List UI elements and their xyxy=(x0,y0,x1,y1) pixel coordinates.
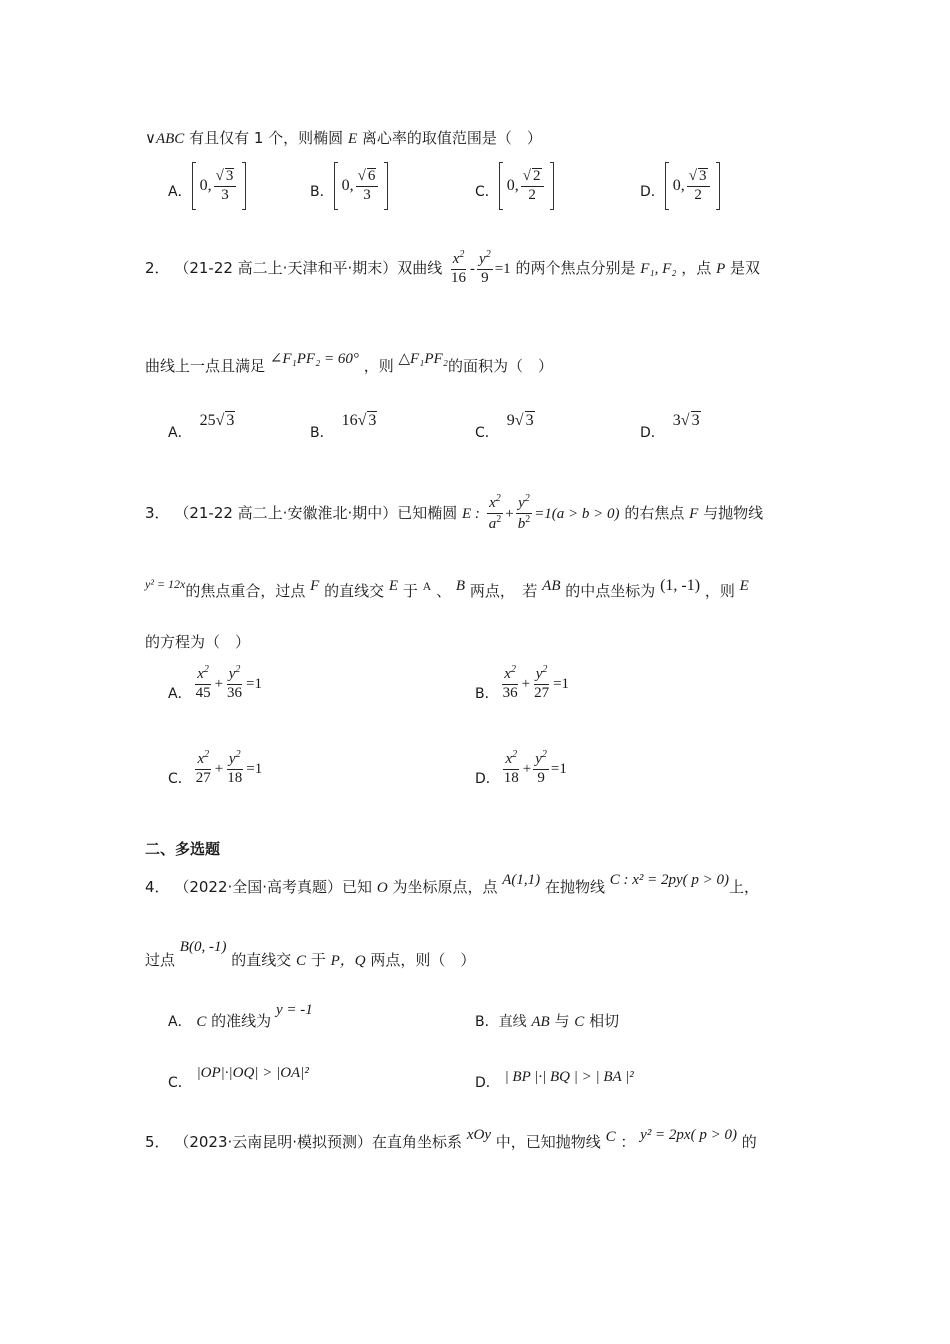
plus: + xyxy=(214,675,224,692)
q1-ellipse-var: E xyxy=(347,131,358,147)
q2-foci: F₁, F₂ xyxy=(640,260,677,277)
option-label: D． xyxy=(475,770,500,787)
q3-ab: AB xyxy=(542,578,561,594)
option-label: D． xyxy=(640,184,665,200)
q2-frac-y: $\frac{y^2}{9}$ xyxy=(479,249,491,286)
q5-xoy: xOy xyxy=(466,1127,491,1143)
interval-zero: 0, xyxy=(199,177,212,194)
q4-option-c[interactable] xyxy=(168,1062,309,1091)
plus: + xyxy=(522,760,532,777)
q3-option-a[interactable] xyxy=(168,665,262,702)
q5-number: 5． xyxy=(145,1133,170,1151)
option-label: C． xyxy=(475,425,499,441)
q4-b-text: 与 xyxy=(554,1012,570,1030)
frac-y: $\frac{y^2}{27}$ xyxy=(534,664,550,701)
q4-b-text2: 相切 xyxy=(589,1012,620,1030)
interval-zero: 0, xyxy=(506,177,519,194)
q3-line2-f: ，则 xyxy=(704,582,735,600)
interval xyxy=(499,162,554,210)
q4-line2-b: 的直线交 xyxy=(231,951,292,969)
q1-text: 有且仅有 1 个，则椭圆 xyxy=(189,129,344,147)
q1-triangle: ∨ABC xyxy=(145,131,185,147)
q3-text2: 与抛物线 xyxy=(703,503,764,522)
q2-number: 2． xyxy=(145,258,170,277)
q5-line1 xyxy=(145,1127,757,1152)
q5-eq: y² = 2px( p > 0) xyxy=(640,1127,737,1143)
q5-c: C xyxy=(605,1129,616,1145)
q1-option-d[interactable] xyxy=(640,162,720,215)
q2-frac-x: $\frac{x^2}{16}$ xyxy=(451,249,467,286)
q4-b-c: C xyxy=(574,1014,585,1030)
q4-c-eq: |OP|·|OQ| > |OA|² xyxy=(196,1065,309,1081)
q2-line1 xyxy=(145,250,760,287)
q3-plus: + xyxy=(505,505,514,522)
q2-option-b[interactable] xyxy=(310,410,377,441)
option-value: 3√ 3 xyxy=(672,412,700,429)
q3-line2-b: 的直线交 xyxy=(324,582,385,600)
q4-d-label: D． xyxy=(475,1075,500,1091)
option-value: 25√ 3 xyxy=(199,412,235,429)
option-label: C． xyxy=(168,770,192,787)
interval xyxy=(334,162,389,210)
interval-zero: 0, xyxy=(341,177,354,194)
q4-number: 4． xyxy=(145,878,170,896)
q5-text2: 的 xyxy=(741,1133,757,1151)
q2-option-a[interactable] xyxy=(168,410,235,441)
sqrt-fraction: $\frac{√ 3}{2}$ xyxy=(687,168,710,204)
q2-line2 xyxy=(145,351,553,376)
q4-b-ab: AB xyxy=(531,1014,550,1030)
q4-a: A(1,1) xyxy=(502,872,541,888)
q4-a-eq: y = -1 xyxy=(275,1002,313,1018)
q3-number: 3． xyxy=(145,503,170,522)
sqrt-fraction: $\frac{√ 2}{2}$ xyxy=(521,168,544,204)
q2-text1: 的两个焦点分别是 xyxy=(515,258,636,277)
q4-text3: 上， xyxy=(729,878,760,896)
q4-d-eq: | BP |·| BQ | > | BA |² xyxy=(504,1069,634,1085)
plus: + xyxy=(521,675,531,692)
q3-line2 xyxy=(145,577,749,601)
q4-text2: 在抛物线 xyxy=(544,878,605,896)
q4-a-label: A． xyxy=(168,1014,192,1030)
q2-triangle: △F₁PF₂ xyxy=(398,351,448,367)
q3-frac-y: $\frac{y^2}{b^2}$ xyxy=(517,493,531,532)
q3-line2-d: 两点， 若 xyxy=(469,582,538,600)
frac-y: $\frac{y^2}{36}$ xyxy=(227,664,243,701)
q4-option-a[interactable] xyxy=(168,1002,313,1031)
q3-f: F xyxy=(689,505,699,522)
q1-option-c[interactable] xyxy=(475,162,554,215)
frac-x: $\frac{x^2}{45}$ xyxy=(195,664,211,701)
q4-a-c: C xyxy=(196,1014,207,1030)
option-label: A． xyxy=(168,425,192,441)
q2-minus: - xyxy=(470,260,476,277)
q3-line2-c: 于 xyxy=(402,582,418,600)
eq1: =1 xyxy=(246,760,263,777)
frac-y: $\frac{y^2}{9}$ xyxy=(535,749,547,786)
q3-line2-a: 的焦点重合，过点 xyxy=(185,582,306,600)
q4-source: （2022·全国·高考真题）已知 xyxy=(174,878,373,896)
plus: + xyxy=(214,760,224,777)
q3-parabola: y² = 12x xyxy=(145,577,186,591)
q3-option-c[interactable] xyxy=(168,750,262,787)
q2-angle: ∠F₁PF₂ = 60° xyxy=(269,351,359,367)
q4-option-b[interactable] xyxy=(475,1010,619,1031)
q3-option-b[interactable] xyxy=(475,665,569,702)
q4-c-label: C． xyxy=(168,1075,192,1091)
q3-text1: 的右焦点 xyxy=(624,503,685,522)
option-label: A． xyxy=(168,184,192,200)
eq1: =1 xyxy=(553,675,570,692)
interval-zero: 0, xyxy=(672,177,685,194)
q1-line xyxy=(145,127,542,148)
option-label: B． xyxy=(310,425,334,441)
interval xyxy=(665,162,720,210)
q1-option-a[interactable] xyxy=(168,162,246,215)
q1-option-b[interactable] xyxy=(310,162,388,215)
q4-line1 xyxy=(145,872,760,897)
q2-text2: ，点 xyxy=(681,258,712,277)
option-label: D． xyxy=(640,425,665,441)
q3-line2-e: 的中点坐标为 xyxy=(565,582,656,600)
q2-line2-c: 的面积为（ ） xyxy=(447,357,553,375)
q2-option-c[interactable] xyxy=(475,410,535,441)
q3-cond: =1(a > b > 0) xyxy=(534,505,620,522)
q4-a-text: 的准线为 xyxy=(211,1012,272,1030)
q3-a: A xyxy=(422,579,432,593)
q4-option-d[interactable] xyxy=(475,1066,634,1091)
q5-text1: 中，已知抛物线 xyxy=(495,1133,601,1151)
q4-line2-d: 两点，则（ ） xyxy=(370,951,476,969)
option-label: A． xyxy=(168,685,192,702)
q4-b: B(0, -1) xyxy=(179,939,227,955)
q2-p: P xyxy=(716,260,726,277)
q3-line3: 的方程为（ ） xyxy=(145,633,251,651)
q2-text3: 是双 xyxy=(730,258,761,277)
frac-x: $\frac{x^2}{27}$ xyxy=(195,749,211,786)
option-value: 16√ 3 xyxy=(341,412,377,429)
q3-option-d[interactable] xyxy=(475,750,567,787)
q3-b: B xyxy=(455,578,466,594)
q3-source: （21-22 高二上·安徽淮北·期中）已知椭圆 xyxy=(174,503,458,522)
q3-e-prefix: E : xyxy=(462,505,480,522)
option-label: B． xyxy=(310,184,334,200)
eq1: =1 xyxy=(550,760,567,777)
q3-f2: F xyxy=(310,578,320,594)
q2-line2-b: ，则 xyxy=(363,357,394,375)
interval xyxy=(192,162,247,210)
q2-eq1: =1 xyxy=(494,260,511,277)
q2-option-d[interactable] xyxy=(640,410,701,441)
q4-c: C xyxy=(296,953,307,969)
section-heading-multi: 二、多选题 xyxy=(145,840,221,858)
q4-parabola: C : x² = 2py( p > 0) xyxy=(609,872,730,888)
q4-o: O xyxy=(376,880,388,896)
q4-line2-c: 于 xyxy=(310,951,326,969)
q5-colon: ： xyxy=(620,1133,636,1151)
option-value: 9√ 3 xyxy=(506,412,534,429)
q4-text1: 为坐标原点，点 xyxy=(392,878,498,896)
option-label: B． xyxy=(475,685,499,702)
sqrt-fraction: $\frac{√ 3}{3}$ xyxy=(214,168,237,204)
q4-line2 xyxy=(145,939,476,970)
q1-question: 离心率的取值范围是（ ） xyxy=(361,129,542,147)
q3-e2: E xyxy=(388,578,399,594)
frac-y: $\frac{y^2}{18}$ xyxy=(227,749,243,786)
q4-line2-a: 过点 xyxy=(145,951,176,969)
q2-source: （21-22 高二上·天津和平·期末）双曲线 xyxy=(174,258,443,277)
frac-x: $\frac{x^2}{36}$ xyxy=(502,664,518,701)
sqrt-fraction: $\frac{√ 6}{3}$ xyxy=(356,168,379,204)
frac-x: $\frac{x^2}{18}$ xyxy=(503,749,519,786)
q3-e3: E xyxy=(739,578,749,594)
q3-line1 xyxy=(145,494,763,533)
option-label: C． xyxy=(475,184,499,200)
q3-sep: 、 xyxy=(436,582,452,600)
q4-b-label: B．直线 xyxy=(475,1014,527,1030)
q3-frac-x: $\frac{x^2}{a^2}$ xyxy=(488,493,502,532)
q5-source: （2023·云南昆明·模拟预测）在直角坐标系 xyxy=(174,1133,463,1151)
eq1: =1 xyxy=(246,675,263,692)
q4-pq: P，Q xyxy=(330,953,366,969)
q3-midpoint: (1, -1) xyxy=(660,577,701,594)
q2-line2-a: 曲线上一点且满足 xyxy=(145,357,266,375)
